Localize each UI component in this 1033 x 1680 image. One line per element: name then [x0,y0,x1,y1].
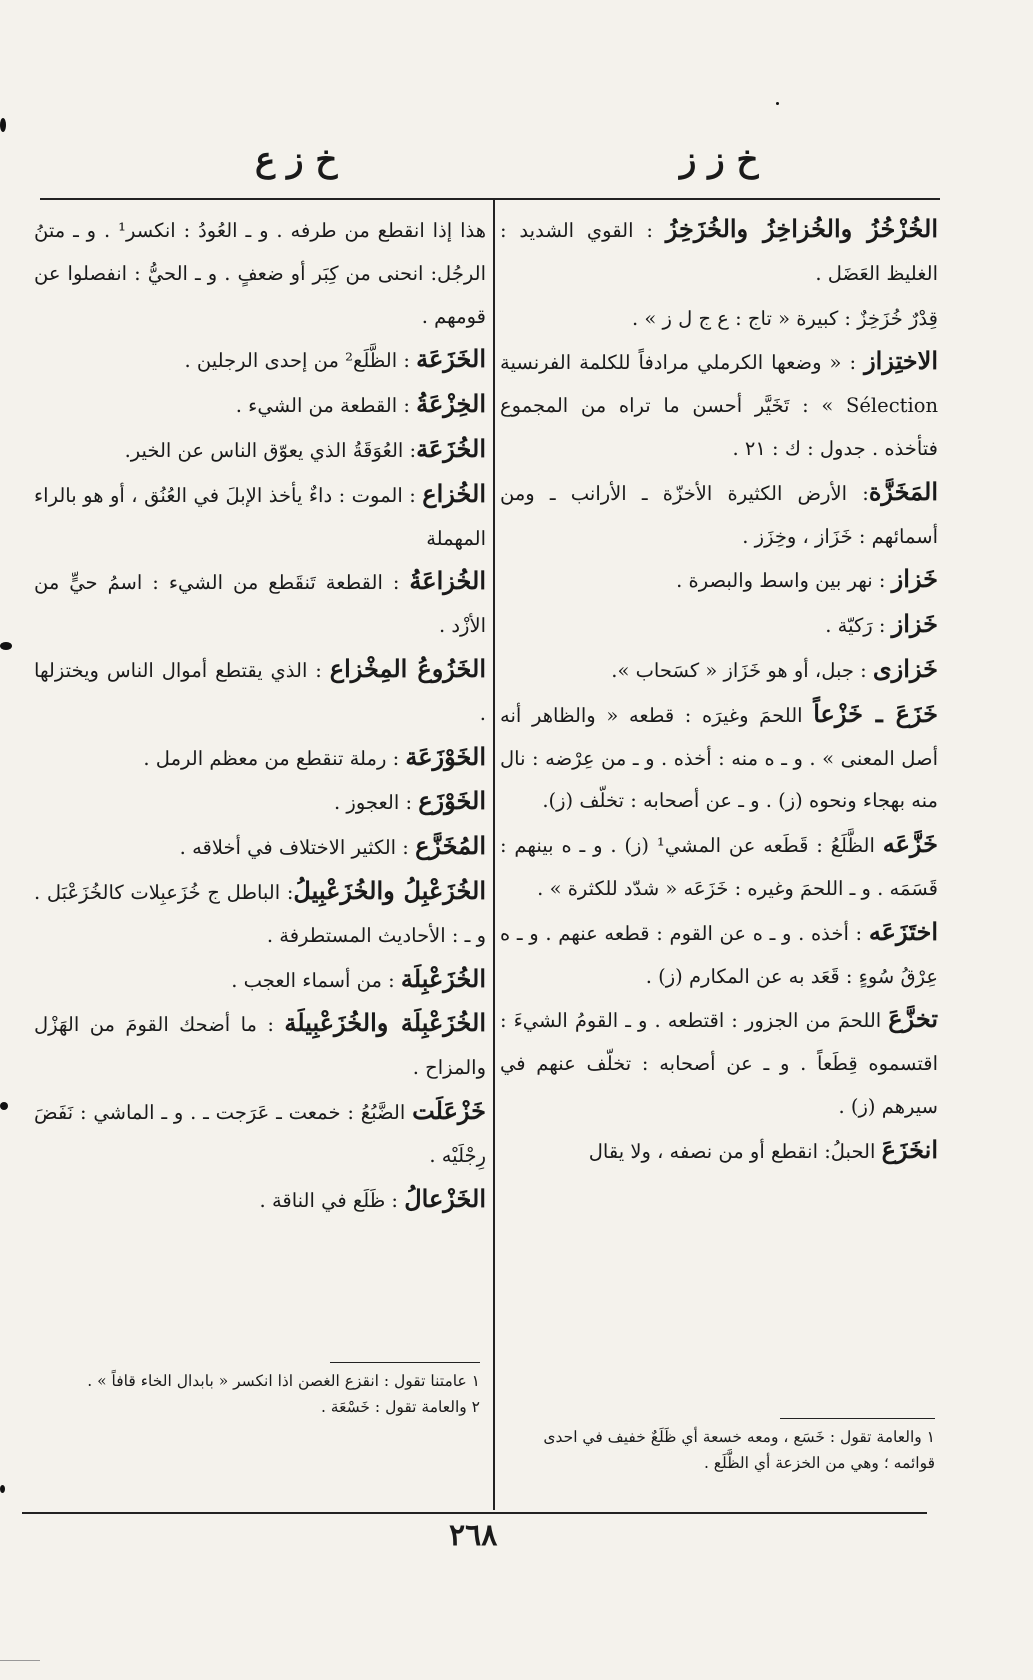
headword: اختَزَعَه [868,916,938,946]
headword: الخَوْزَع [418,786,486,816]
entry [34,825,486,870]
entry [34,338,486,383]
headword: الخُزَعْبِلَة والخُزَعْبِيلَة [284,1008,486,1038]
entry [500,471,938,559]
definition: : من أسماء العجب . [231,968,401,992]
definition: : « وضعها الكرملي مرادفاً للكلمة الفرنسية Sélection » : تَخَيَّر أحسن ما تراه من المجموع فتأخذه . جدول : ك : ٢١ . [500,351,938,460]
definition: الضَّبُعُ : خمعت ـ عَرَجت ـ . و ـ الماشي : نَفَضَ رِجْلَيْه . [34,1100,486,1167]
definition: : الباطل ج خُزَعبِلات كالخُزَعْبَل . و ـ : الأحاديث المستطرفة . [34,880,486,947]
definition: : القطعة تَنقَطع من الشيء : اسمُ حيٍّ من الأزْد . [34,571,486,638]
headword: خَزَعَ ـ خَزْعاً [813,698,938,728]
entry [34,383,486,428]
right-column-heading: خ ز ز [680,140,759,180]
definition: قِدْرٌ خُزَخِزٌ : كبيرة « تاج : ع ج ل ز » . [632,306,938,330]
left-column [34,208,486,1222]
headword: المَخَزَّة [868,476,938,506]
footnote: ٢ والعامة تقول : خَسْعَة . [320,1398,480,1416]
entry [34,1090,486,1178]
definition: : الموت : داءٌ يأخذ الإبلَ في العُنُق ، أو هو بالراء المهملة [34,483,486,550]
entry [500,911,938,999]
definition: : الظَّلَع² من إحدى الرجلين . [184,349,417,373]
scan-speck [0,1485,5,1493]
footnote-separator-right [780,1418,935,1419]
definition: : الكثير الاختلاف في أخلاقه . [179,836,416,860]
headword: الخَوْزَعَة [405,741,486,771]
definition: الحبلُ: انقطع أو من نصفه ، ولا يقال [588,1139,882,1163]
definition: : جبل، أو هو خَزَاز « كسَحاب ». [611,658,873,682]
entry [500,603,938,648]
scan-speck [776,102,779,105]
definition: : رملة تنقطع من معظم الرمل . [143,746,406,770]
entry [34,208,486,338]
entry [500,693,938,823]
scan-speck [0,642,12,650]
entry [34,736,486,781]
entry [34,1002,486,1090]
headword: الخَزْعالُ [404,1183,486,1213]
footnotes-right [505,1424,935,1476]
definition: : القطعة من الشيء . [235,394,417,418]
headword: خَزاز [891,564,938,594]
definition: الظَّلَعُ : قَطَعه عن المشي¹ (ز) . و ـ ه بينهم : قَسَمَه . و ـ اللحمَ وغيره : خَزَعَه « شدّد للكثرة » . [500,834,938,900]
headword: خَزاز [891,609,938,639]
definition: اللحمَ من الجزور : اقتطعه . و ـ القومُ الشيءَ : اقتسموه قِطَعاً . و ـ عن أصحابه : تخلّف عنهم في سيرهم (ز) . [500,1009,938,1118]
entry [500,340,938,470]
headword: المُخَزَّع [415,831,486,861]
definition: : القوي الشديد : الغليظ العَضَل . [500,219,938,285]
definition: : ظَلَع في الناقة . [259,1188,405,1212]
headword: الخُزَعْبِلَة [400,963,486,993]
footnotes-left [40,1368,480,1420]
definition: : نهر بين واسط والبصرة . [676,569,892,593]
headword: خَزازى [872,653,938,683]
entry [500,648,938,693]
entry [34,648,486,736]
entry [500,823,938,911]
left-column-heading: خ ز ع [255,140,338,180]
footnote: ١ عامتنا تقول : انقزع الغصن اذا انكسر « بابدال الخاء قافاً » . [87,1372,480,1390]
footer-rule [22,1512,927,1514]
headword: انخَزَعَ [881,1134,938,1164]
definition: هذا إذا انقطع من طرفه . و ـ العُودُ : انكسر¹ . و ـ متنُ الرجُل: انحنى من كِبَر أو ضعفٍ . و ـ الحيُّ : انفصلوا عن قومهم . [34,219,487,328]
column-divider [493,200,495,1510]
headword: الخَزُوعُ المِخْزاع [329,653,486,683]
entry [34,560,486,648]
entry [34,1178,486,1223]
entry [500,998,938,1128]
headword: الخَزَعَة [416,344,486,374]
definition: : الذي يقتطع أموال الناس ويختزلها . [34,658,486,725]
headword: الخُزاع [422,478,486,508]
headword: الخِزْعَةُ [416,389,486,419]
entry [500,296,938,341]
headword: الخُزْخُزُ والخُزاخِزُ والخُزَخِزُ [665,214,939,243]
entry [500,558,938,603]
headword: الخُزَعَة [416,433,486,463]
footnote-separator-left [330,1362,480,1363]
scan-speck [0,118,6,132]
headword: خَزَّعَه [882,829,938,859]
right-column [500,208,938,1174]
footnote: ١ والعامة تقول : خَسَع ، ومعه خسعة أي ظَلَعٌ خفيف في احدى قوائمه ؛ وهي من الخزعة أي الظَّلَع . [543,1428,935,1472]
entry [34,473,486,561]
definition: : رَكيّة . [825,614,892,638]
entry [34,870,486,958]
page-number: ٢٦٨ [449,1518,498,1553]
definition: : أخذه . و ـ ه عن القوم : قطعه عنهم . و ـ ه عِرْقُ سُوءٍ : قَعَد به عن المكارم (ز) . [500,921,938,988]
headword: خَزْعَلَت [412,1095,486,1125]
entry [34,780,486,825]
header-rule [40,198,940,200]
entry [34,428,486,473]
definition: : ما أضحك القومَ من الهَزْل والمزاح . [34,1013,486,1080]
scan-speck [0,1102,8,1110]
definition: : العجوز . [334,791,419,815]
headword: الخُزاعَةُ [409,566,486,596]
entry [34,958,486,1003]
headword: تخزَّعَ [888,1004,938,1034]
headword: الخُزَعْبِلُ والخُزَعْبِيلُ [293,875,487,905]
entry [500,1129,938,1174]
headword: الاختِزاز [864,346,938,376]
definition: : العُوَقَةُ الذي يعوّق الناس عن الخير. [124,438,417,462]
definition: اللحمَ وغيرَه : قطعه « والظاهر أنه أصل المعنى » . و ـ ه منه : أخذه . و ـ من عِرْضه : نال منه بهجاء ونحوه (ز) . و ـ عن أصحابه : تخلّف (ز). [500,703,938,813]
entry [500,208,938,296]
definition: : الأرض الكثيرة الأخزّة ـ الأرانب ـ ومن أسمائهم : خَزَاز ، وخِزَز . [500,481,938,548]
scan-edge-line [0,1660,40,1661]
